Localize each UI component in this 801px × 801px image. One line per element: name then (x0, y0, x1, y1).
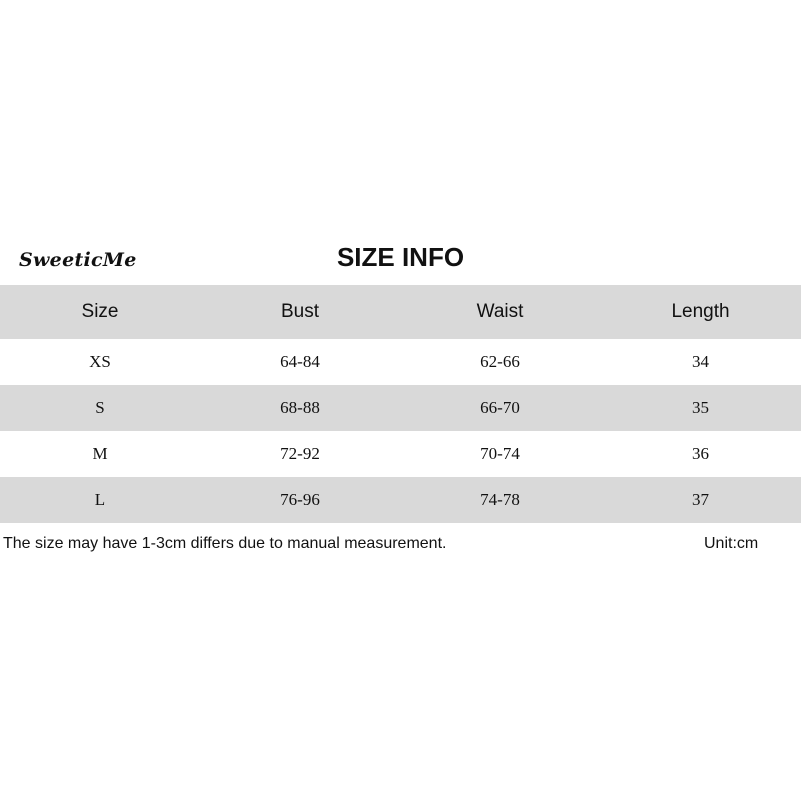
header-bust: Bust (280, 301, 320, 322)
size-table (0, 285, 801, 523)
brand-logo: SweeticMe (19, 249, 137, 271)
footer (3, 535, 801, 557)
measurement-note: The size may have 1-3cm differs due to manual measurement. (3, 535, 447, 552)
waist-cell: 62-66 (480, 352, 520, 371)
waist-cell: 66-70 (480, 398, 520, 417)
table-header-row (0, 285, 801, 339)
length-cell: 36 (692, 444, 709, 463)
table-row (0, 339, 801, 385)
size-cell: M (92, 444, 108, 463)
bust-cell: 72-92 (280, 444, 320, 463)
page-title: SIZE INFO (336, 242, 465, 272)
size-cell: L (94, 490, 106, 509)
length-cell: 37 (692, 490, 709, 509)
table-row (0, 385, 801, 431)
bust-cell: 76-96 (280, 490, 320, 509)
size-cell: S (95, 398, 105, 417)
length-cell: 34 (692, 352, 709, 371)
table-row (0, 477, 801, 523)
header-waist: Waist (476, 301, 524, 322)
header-size: Size (81, 301, 119, 322)
size-cell: XS (89, 352, 111, 371)
waist-cell: 70-74 (480, 444, 520, 463)
length-cell: 35 (692, 398, 709, 417)
waist-cell: 74-78 (480, 490, 520, 509)
unit-label: Unit:cm (704, 535, 759, 552)
bust-cell: 64-84 (280, 352, 320, 371)
table-row (0, 431, 801, 477)
header-length: Length (671, 301, 730, 322)
bust-cell: 68-88 (280, 398, 320, 417)
